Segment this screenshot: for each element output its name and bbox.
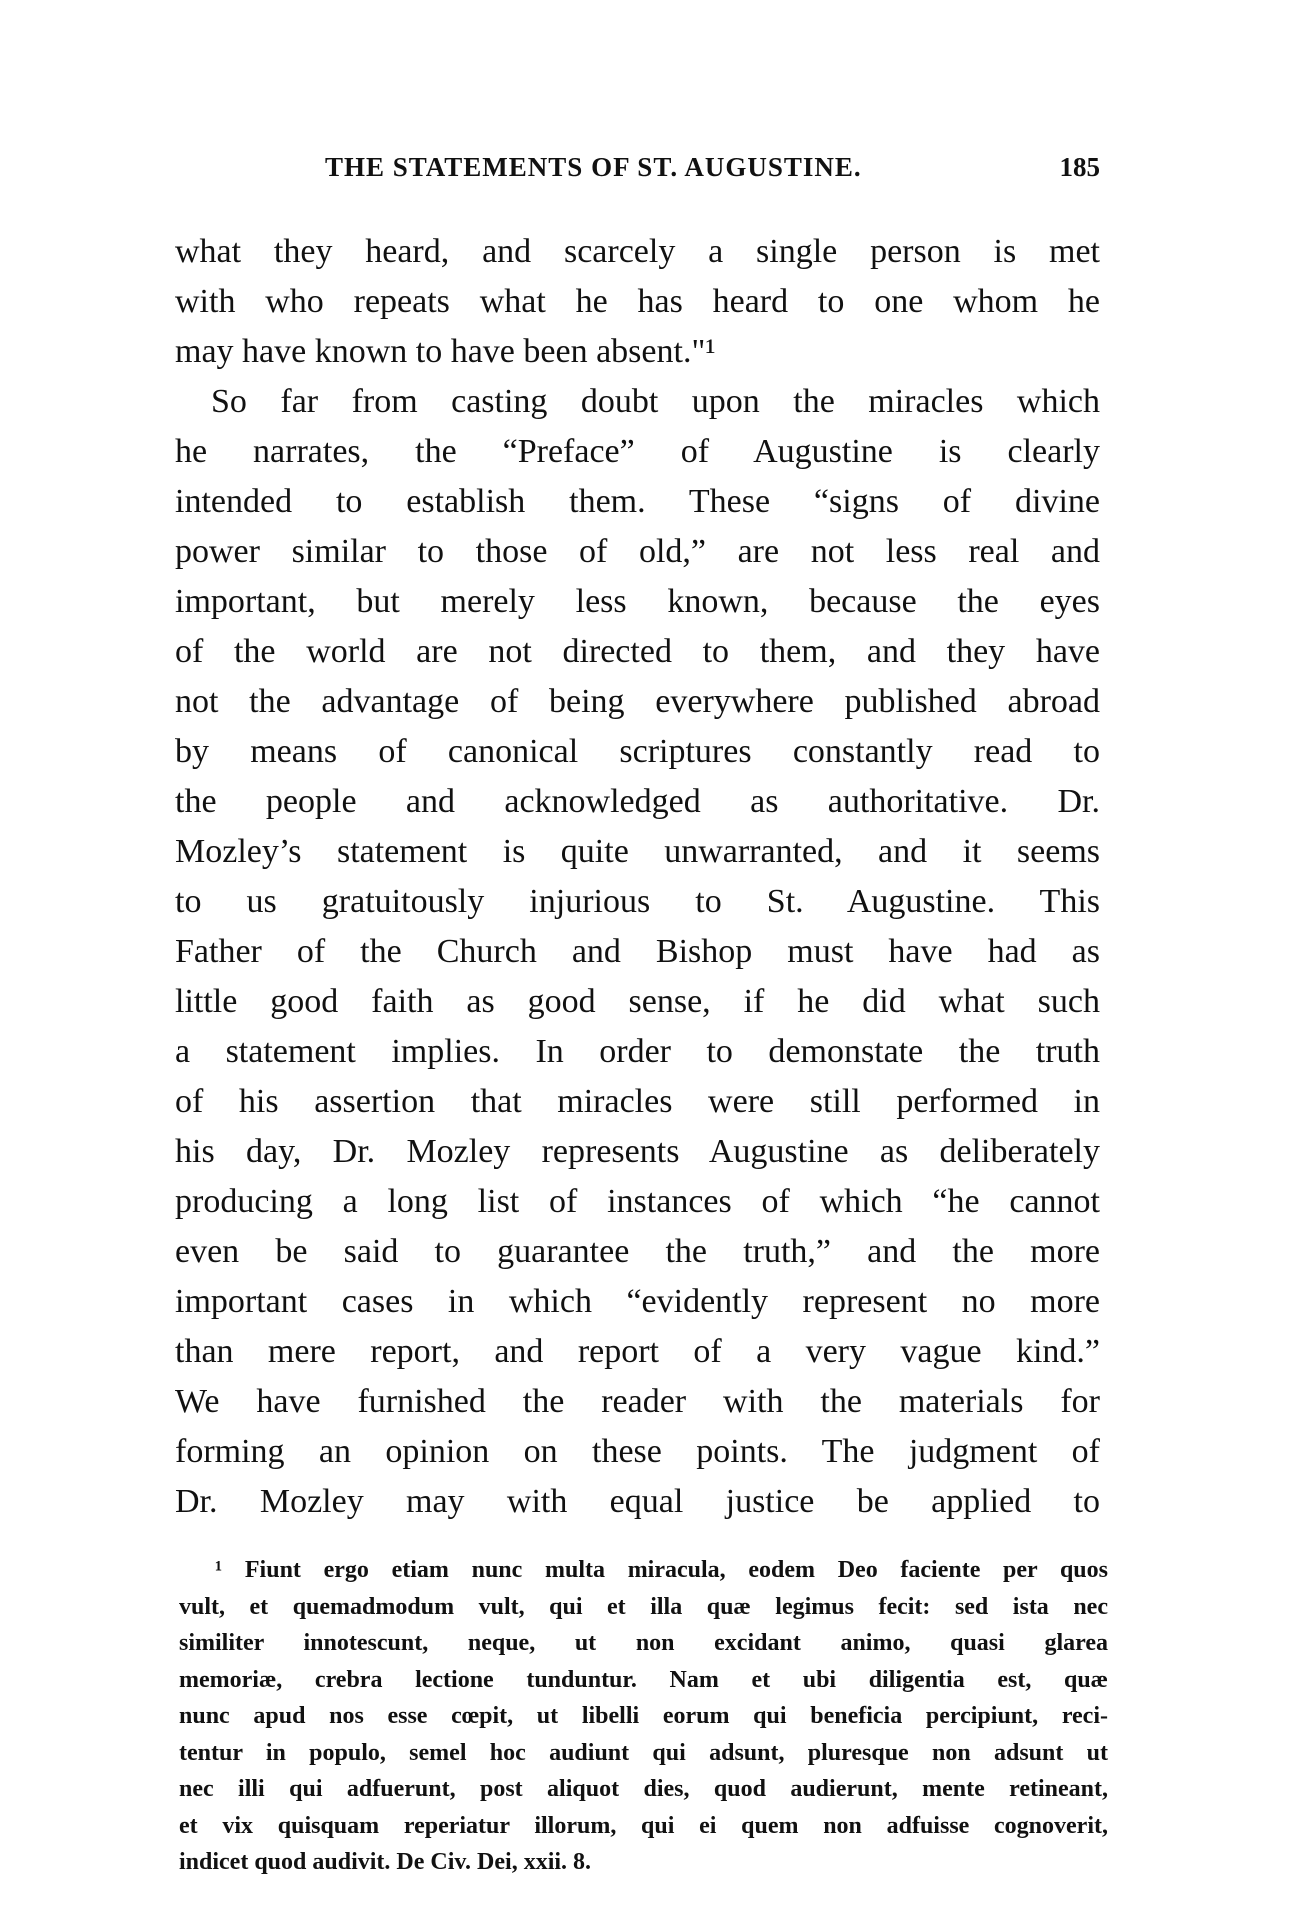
body-line: even be said to guarantee the truth,” and the more [175,1233,1100,1270]
running-header [175,152,1100,188]
body-line: intended to establish them. These “signs of divine [175,483,1100,520]
body-line: power similar to those of old,” are not less real and [175,533,1100,570]
body-line: a statement implies. In order to demonstate the truth [175,1033,1100,1070]
footnote-line: indicet quod audivit. De Civ. Dei, xxii. 8. [179,1849,592,1875]
body-line: to us gratuitously injurious to St. Augustine. This [175,883,1100,920]
footnote-line: vult, et quemadmodum vult, qui et illa quæ legimus fecit: sed ista nec [179,1593,1108,1620]
body-line: Mozley’s statement is quite unwarranted, and it seems [175,833,1100,870]
body-line: of his assertion that miracles were still performed in [175,1083,1100,1120]
body-line: We have furnished the reader with the materials for [175,1383,1100,1420]
footnote-line: similiter innotescunt, neque, ut non excidant animo, quasi glarea [179,1630,1108,1656]
body-line: little good faith as good sense, if he did what such [175,983,1100,1020]
body-text [175,227,1100,1527]
body-line: Father of the Church and Bishop must have had as [175,933,1100,970]
footnote-line: tentur in populo, semel hoc audiunt qui adsunt, pluresque non adsunt ut [179,1739,1108,1766]
body-line: Dr. Mozley may with equal justice be applied to [175,1483,1100,1520]
body-line: what they heard, and scarcely a single person is met [175,233,1100,270]
body-line: of the world are not directed to them, and they have [175,633,1100,670]
footnote [179,1552,1108,1881]
footnote-line: nec illi qui adfuerunt, post aliquot dies, quod audierunt, mente retineant, [179,1776,1108,1802]
body-line: important, but merely less known, because the eyes [175,583,1100,620]
body-line: with who repeats what he has heard to one whom he [175,283,1100,320]
footnote-line: ¹ Fiunt ergo etiam nunc multa miracula, eodem Deo faciente per quos [215,1557,1108,1583]
page-number: 185 [1059,152,1100,182]
body-line: So far from casting doubt upon the miracles which [211,383,1100,420]
body-line: not the advantage of being everywhere published abroad [175,683,1100,720]
body-line: than mere report, and report of a very vague kind.” [175,1333,1100,1370]
body-line: his day, Dr. Mozley represents Augustine as deliberately [175,1133,1100,1170]
body-line: the people and acknowledged as authoritative. Dr. [175,783,1100,820]
footnote-line: nunc apud nos esse cœpit, ut libelli eorum qui beneficia percipiunt, reci- [179,1703,1108,1729]
running-title: THE STATEMENTS OF ST. AUGUSTINE. [325,152,862,182]
body-line: may have known to have been absent."¹ [175,333,716,370]
body-line: by means of canonical scriptures constantly read to [175,733,1100,770]
body-line: producing a long list of instances of which “he cannot [175,1183,1100,1220]
body-line: he narrates, the “Preface” of Augustine is clearly [175,433,1100,470]
body-line: important cases in which “evidently represent no more [175,1283,1100,1320]
footnote-line: et vix quisquam reperiatur illorum, qui ei quem non adfuisse cognoverit, [179,1812,1108,1839]
body-line: forming an opinion on these points. The judgment of [175,1433,1100,1470]
footnote-line: memoriæ, crebra lectione tunduntur. Nam et ubi diligentia est, quæ [179,1666,1108,1693]
